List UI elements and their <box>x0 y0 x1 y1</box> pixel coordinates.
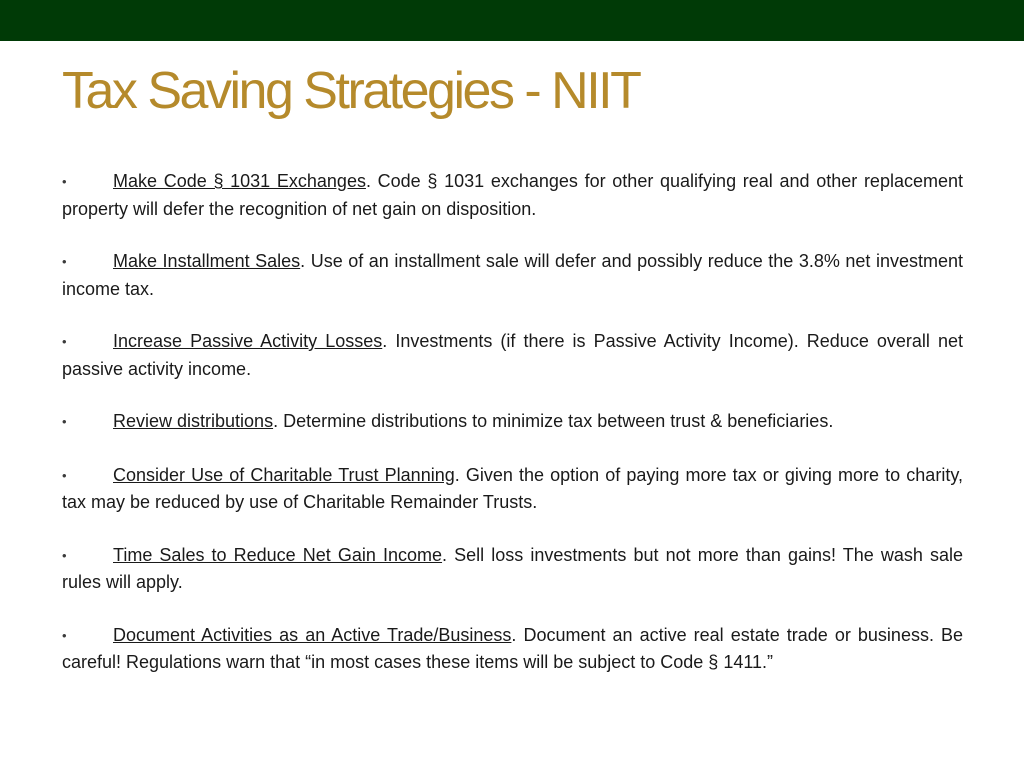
item-body: . Code § 1031 exchanges for other qualifying real and other replacement property will defer the recognition of net gain on disposition. <box>62 171 963 219</box>
bullet-icon: • <box>62 334 67 349</box>
top-banner <box>0 0 1024 41</box>
item-body: . Document an active real estate trade or business. Be careful! Regulations warn that “in most cases these items will be subject to Code § 1411.” <box>62 624 964 672</box>
item-heading: Increase Passive Activity Losses <box>113 331 383 351</box>
item-heading: Make Installment Sales <box>113 251 301 271</box>
item-heading: Review distributions <box>113 411 274 431</box>
list-item <box>62 408 963 436</box>
bullet-icon: • <box>62 254 67 269</box>
slide-title: Tax Saving Strategies - NIIT <box>62 62 640 120</box>
item-body: . Sell loss investments but not more than gains! The wash sale rules will apply. <box>62 544 963 592</box>
bullet-icon: • <box>62 414 67 429</box>
item-heading: Consider Use of Charitable Trust Planning <box>113 464 455 485</box>
list-item <box>62 248 963 302</box>
item-body: . Investments (if there is Passive Activity Income). Reduce overall net passive activity income. <box>62 331 963 379</box>
bullet-icon: • <box>62 467 67 483</box>
item-body: . Given the option of paying more tax or giving more to charity, tax may be reduced by use of Charitable Remainder Trusts. <box>62 464 963 512</box>
list-item <box>62 542 963 596</box>
item-heading: Time Sales to Reduce Net Gain Income <box>113 544 443 565</box>
item-heading: Make Code § 1031 Exchanges <box>113 171 366 191</box>
bullet-icon: • <box>62 547 67 563</box>
bullet-icon: • <box>62 174 67 189</box>
item-body: . Use of an installment sale will defer and possibly reduce the 3.8% net investment income tax. <box>62 251 963 299</box>
item-heading: Document Activities as an Active Trade/Business <box>113 624 512 645</box>
item-body: . Determine distributions to minimize tax between trust & beneficiaries. <box>273 411 834 431</box>
bullet-icon: • <box>62 627 67 643</box>
strategy-list <box>62 168 963 676</box>
list-item <box>62 328 963 382</box>
list-item <box>62 622 963 676</box>
list-item <box>62 168 963 222</box>
list-item <box>62 462 963 516</box>
